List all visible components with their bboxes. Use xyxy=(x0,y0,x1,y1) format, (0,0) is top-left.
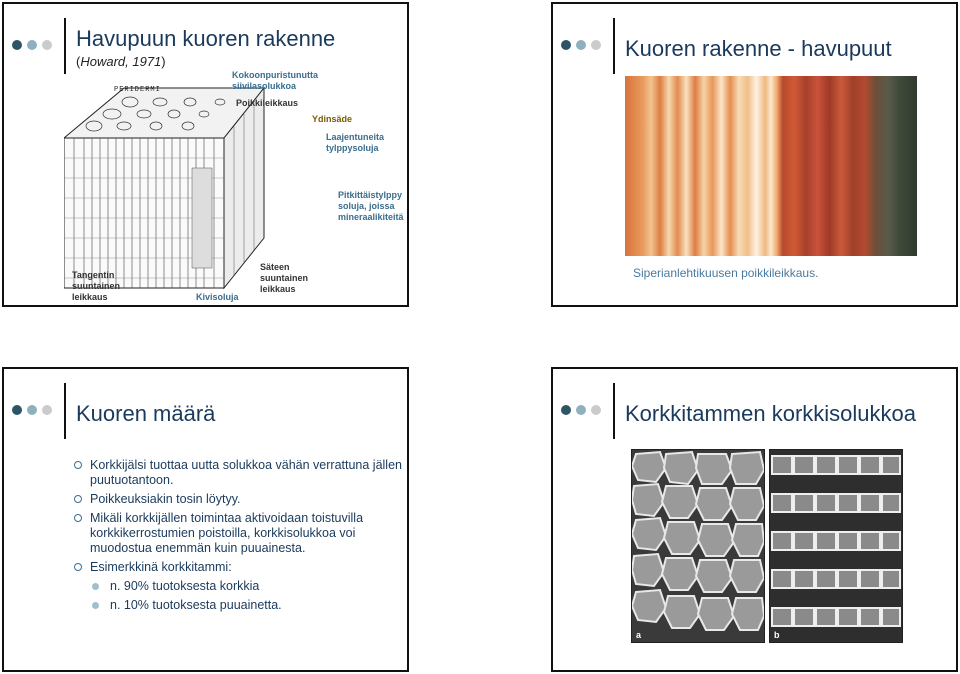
slide-cork-oak-tissue xyxy=(551,367,958,672)
slide-dots-decoration xyxy=(561,405,609,417)
dot-icon xyxy=(576,405,586,415)
slide-bark-structure xyxy=(2,2,409,307)
title-divider xyxy=(613,18,615,74)
title-divider xyxy=(613,383,615,439)
bullet-dot-icon xyxy=(92,602,99,609)
sub-list-item: n. 90% tuotoksesta korkkia xyxy=(74,579,404,594)
list-item: Mikäli korkkijällen toimintaa aktivoidaan toistuvilla korkkikerrostumien poistoilla, korkkisolukkoa voi muodostua enemmän kuin puuainesta. xyxy=(74,511,404,556)
bullet-list xyxy=(74,458,404,617)
slide-title: Kuoren määrä xyxy=(76,401,216,426)
dot-icon xyxy=(42,40,52,50)
bullet-ring-icon xyxy=(74,461,82,469)
slide-bark-amount xyxy=(2,367,409,672)
title-divider xyxy=(64,383,66,439)
slide-dots-decoration xyxy=(12,405,60,417)
dot-icon xyxy=(561,405,571,415)
list-item: Korkkijälsi tuottaa uutta solukkoa vähän verrattuna jällen puutuotantoon. xyxy=(74,458,404,488)
title-divider xyxy=(64,18,66,74)
label-compressed-sieve-tissue: Kokoonpuristunutta siivilasolukkoa xyxy=(232,70,318,91)
dot-icon xyxy=(576,40,586,50)
dot-icon xyxy=(42,405,52,415)
label-cross-section: Poikkileikkaus xyxy=(236,98,299,108)
bullet-ring-icon xyxy=(74,514,82,522)
label-ray: Ydinsäde xyxy=(312,114,353,124)
bullet-ring-icon xyxy=(74,563,82,571)
slide-title: Havupuun kuoren rakenne xyxy=(76,26,336,51)
dot-icon xyxy=(591,40,601,50)
larch-cross-section-photo xyxy=(625,76,917,256)
dot-icon xyxy=(27,40,37,50)
slide-dots-decoration xyxy=(561,40,609,52)
slide-subtitle: (Howard, 1971) xyxy=(76,54,166,69)
cork-cell-pattern-a xyxy=(632,450,764,642)
bullet-dot-icon xyxy=(92,583,99,590)
cork-micrograph-a xyxy=(631,449,765,643)
photo-caption: Siperianlehtikuusen poikkileikkaus. xyxy=(633,266,819,280)
label-stone-cells: Kivisoluja xyxy=(196,292,239,302)
slide-title: Kuoren rakenne - havupuut xyxy=(625,36,892,61)
label-radial-section: Säteen suuntainen leikkaus xyxy=(260,262,309,294)
label-periderm: PERIDERMI xyxy=(114,86,161,94)
slide-bark-structure-conifers xyxy=(551,2,958,307)
label-longitudinal-cells: Pitkittäistylppy soluja, joissa mineraalikiteitä xyxy=(338,190,404,222)
dot-icon xyxy=(591,405,601,415)
sub-list-item: n. 10% tuotoksesta puuainetta. xyxy=(74,598,404,613)
cork-cell-pattern-b xyxy=(770,450,902,642)
label-tangential-section: Tangentin suuntainen leikkaus xyxy=(72,270,121,302)
dot-icon xyxy=(12,40,22,50)
list-item: Poikkeuksiakin tosin löytyy. xyxy=(74,492,404,507)
dot-icon xyxy=(12,405,22,415)
dot-icon xyxy=(561,40,571,50)
slide-dots-decoration xyxy=(12,40,60,52)
dot-icon xyxy=(27,405,37,415)
bark-block-diagram xyxy=(64,78,329,292)
panel-label-a: a xyxy=(636,630,642,640)
panel-label-b: b xyxy=(774,630,780,640)
cork-micrograph-b xyxy=(769,449,903,643)
bullet-ring-icon xyxy=(74,495,82,503)
label-expanded-cells: Laajentuneita tylppysoluja xyxy=(326,132,385,153)
list-item: Esimerkkinä korkkitammi: xyxy=(74,560,404,575)
slide-title: Korkkitammen korkkisolukkoa xyxy=(625,401,916,426)
